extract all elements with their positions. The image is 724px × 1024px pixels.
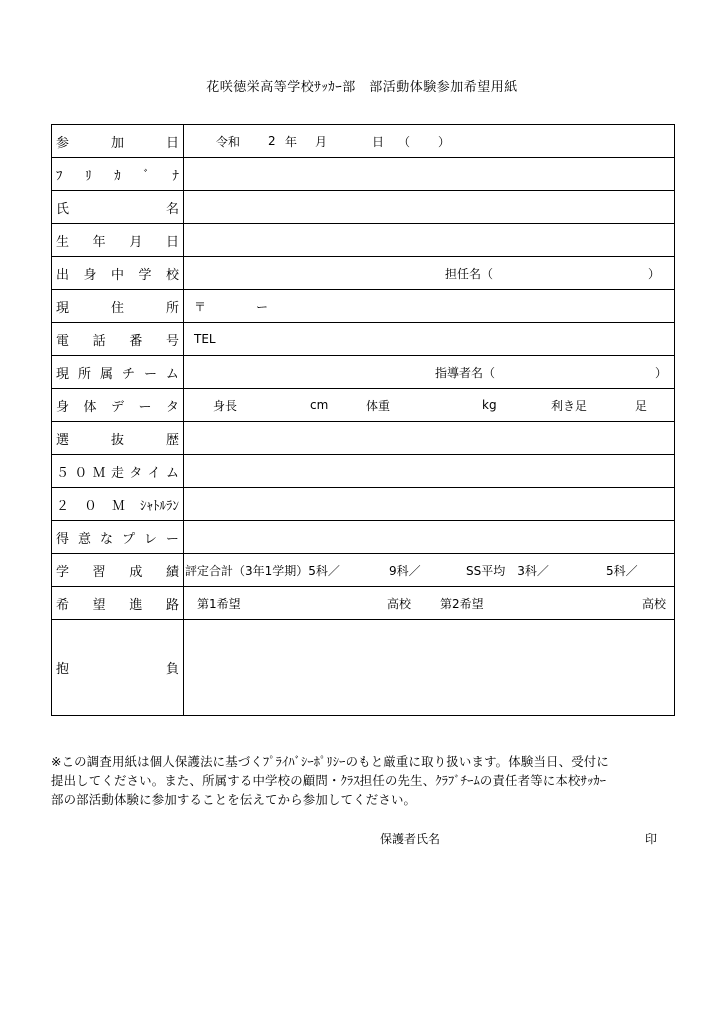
label-selection-history	[52, 422, 184, 454]
label-char: 属	[99, 366, 113, 382]
label-char: 希	[56, 597, 70, 613]
dominant-foot-unit: 足	[635, 398, 648, 413]
label-char: 歴	[165, 432, 179, 448]
label-address	[52, 290, 184, 322]
label-char: ム	[165, 366, 179, 382]
label-char: ｼｬﾄﾙﾗﾝ	[140, 498, 179, 514]
label-char: 績	[165, 564, 179, 580]
tel-label: TEL	[194, 332, 216, 346]
label-participation-date	[52, 125, 184, 157]
label-char: 進	[129, 597, 143, 613]
label-current-team	[52, 356, 184, 388]
label-char: 所	[77, 366, 91, 382]
label-char: 氏	[56, 201, 70, 217]
label-char: 走	[110, 465, 124, 481]
row-body-data	[52, 389, 674, 422]
first-choice-school-unit: 高校	[387, 596, 412, 611]
height-label: 身長	[213, 398, 238, 413]
label-strong-play	[52, 521, 184, 553]
label-char: 望	[92, 597, 106, 613]
row-ambition	[52, 620, 674, 715]
label-char: 身	[56, 399, 70, 415]
label-char: ﾘ	[85, 168, 92, 184]
label-char: 現	[56, 366, 70, 382]
label-ambition	[52, 620, 184, 715]
label-20m-shuttle-run	[52, 488, 184, 520]
label-char: 学	[56, 564, 70, 580]
label-char: 中	[110, 267, 124, 283]
row-academic-grades	[52, 554, 674, 587]
first-choice-label: 第1希望	[197, 596, 241, 611]
label-50m-time	[52, 455, 184, 487]
label-char: 日	[165, 234, 179, 250]
label-char: レ	[143, 531, 157, 547]
label-char: チ	[121, 366, 135, 382]
label-char: タ	[129, 465, 143, 481]
dominant-foot-label: 利き足	[551, 398, 588, 413]
label-char: 負	[165, 662, 179, 677]
label-char: 電	[56, 333, 70, 349]
year-value: 2	[268, 134, 276, 148]
note-line: ※この調査用紙は個人保護法に基づくﾌﾟﾗｲﾊﾞｼｰﾎﾟﾘｼｰのもと厳重に取り扱います。体験当日、受付に	[51, 754, 609, 769]
label-furigana	[52, 158, 184, 190]
label-char: 年	[92, 234, 106, 250]
label-char: な	[99, 531, 113, 547]
label-char: ﾞ	[143, 168, 150, 184]
row-selection-history	[52, 422, 674, 455]
label-char: イ	[147, 465, 161, 481]
homeroom-teacher-label: 担任名（	[445, 266, 494, 281]
label-char: 所	[165, 300, 179, 316]
label-char: 校	[165, 267, 179, 283]
label-char: ０	[74, 465, 88, 481]
label-char: 成	[129, 564, 143, 580]
row-strong-play	[52, 521, 674, 554]
label-char: タ	[165, 399, 179, 415]
label-char: Ｍ	[92, 465, 106, 481]
label-char: 体	[83, 399, 97, 415]
label-body-data	[52, 389, 184, 421]
label-char: ２	[56, 498, 70, 514]
row-junior-high	[52, 257, 674, 290]
row-50m-time	[52, 455, 674, 488]
label-char: Ｍ	[112, 498, 126, 514]
era-text: 令和	[216, 134, 241, 149]
height-unit: cm	[310, 398, 329, 412]
label-char: 抜	[110, 432, 124, 448]
row-address	[52, 290, 674, 323]
coach-name-paren-close: ）	[655, 365, 668, 380]
label-academic-grades	[52, 554, 184, 586]
weekday-paren-close: ）	[438, 134, 451, 149]
ss-average-5-subjects: 5科／	[606, 563, 638, 578]
label-char: 選	[56, 432, 70, 448]
label-char: 話	[92, 333, 106, 349]
label-char: 身	[83, 267, 97, 283]
row-furigana	[52, 158, 674, 191]
label-char: 路	[165, 597, 179, 613]
label-char: 月	[129, 234, 143, 250]
label-char: ０	[84, 498, 98, 514]
grade-total-5-subjects: 評定合計（3年1学期）5科／	[185, 563, 340, 578]
label-char: デ	[110, 399, 124, 415]
weight-label: 体重	[366, 398, 391, 413]
label-char: ５	[56, 465, 70, 481]
month-unit: 月	[315, 134, 328, 149]
label-char: 出	[56, 267, 70, 283]
label-name	[52, 191, 184, 223]
label-junior-high	[52, 257, 184, 289]
second-choice-label: 第2希望	[440, 596, 484, 611]
label-char: ー	[138, 399, 152, 415]
label-char: プ	[121, 531, 135, 547]
note-line: 部の部活動体験に参加することを伝えてから参加してください。	[51, 792, 417, 807]
ss-average-3-subjects: SS平均 3科／	[466, 563, 549, 578]
year-unit: 年	[285, 134, 298, 149]
row-20m-shuttle-run	[52, 488, 674, 521]
label-char: 学	[138, 267, 152, 283]
label-char: 現	[56, 300, 70, 316]
guardian-name-label: 保護者氏名	[380, 832, 441, 846]
label-char: 意	[77, 531, 91, 547]
note-line: 提出してください。また、所属する中学校の顧問・ｸﾗｽ担任の先生、ｸﾗﾌﾞﾁｰﾑの責任者等に本校ｻｯｶｰ	[51, 773, 607, 788]
seal-mark: 印	[645, 832, 658, 846]
label-char: ム	[165, 465, 179, 481]
label-char: ー	[143, 366, 157, 382]
label-phone	[52, 323, 184, 355]
application-form-table	[51, 124, 675, 716]
label-char: 番	[129, 333, 143, 349]
label-char: ー	[165, 531, 179, 547]
label-char: 習	[92, 564, 106, 580]
coach-name-label: 指導者名（	[435, 365, 496, 380]
row-phone	[52, 323, 674, 356]
label-char: ﾌ	[56, 168, 63, 184]
row-name	[52, 191, 674, 224]
row-participation-date	[52, 125, 674, 158]
day-unit: 日	[372, 134, 385, 149]
label-char: 得	[56, 531, 70, 547]
second-choice-school-unit: 高校	[642, 596, 667, 611]
label-char: 住	[110, 300, 124, 316]
label-char: 抱	[56, 662, 70, 677]
label-char: 生	[56, 234, 70, 250]
row-desired-path	[52, 587, 674, 620]
label-char: ﾅ	[172, 168, 179, 184]
homeroom-teacher-paren-close: ）	[648, 266, 661, 281]
label-char: 日	[165, 135, 179, 151]
postal-mark: 〒	[194, 299, 207, 314]
page-title: 花咲徳栄高等学校ｻｯｶｰ部 部活動体験参加希望用紙	[206, 80, 518, 95]
label-char: ｶ	[114, 168, 121, 184]
row-current-team	[52, 356, 674, 389]
grade-9-subjects: 9科／	[389, 563, 421, 578]
weekday-paren-open: （	[398, 134, 411, 149]
weight-unit: kg	[482, 398, 497, 412]
label-char: 参	[56, 135, 70, 151]
row-birthdate	[52, 224, 674, 257]
label-desired-path	[52, 587, 184, 619]
label-char: 号	[165, 333, 179, 349]
privacy-note	[51, 752, 691, 809]
postal-dash: ー	[256, 299, 269, 314]
label-birthdate	[52, 224, 184, 256]
label-char: 加	[110, 135, 124, 151]
label-char: 名	[165, 201, 179, 217]
